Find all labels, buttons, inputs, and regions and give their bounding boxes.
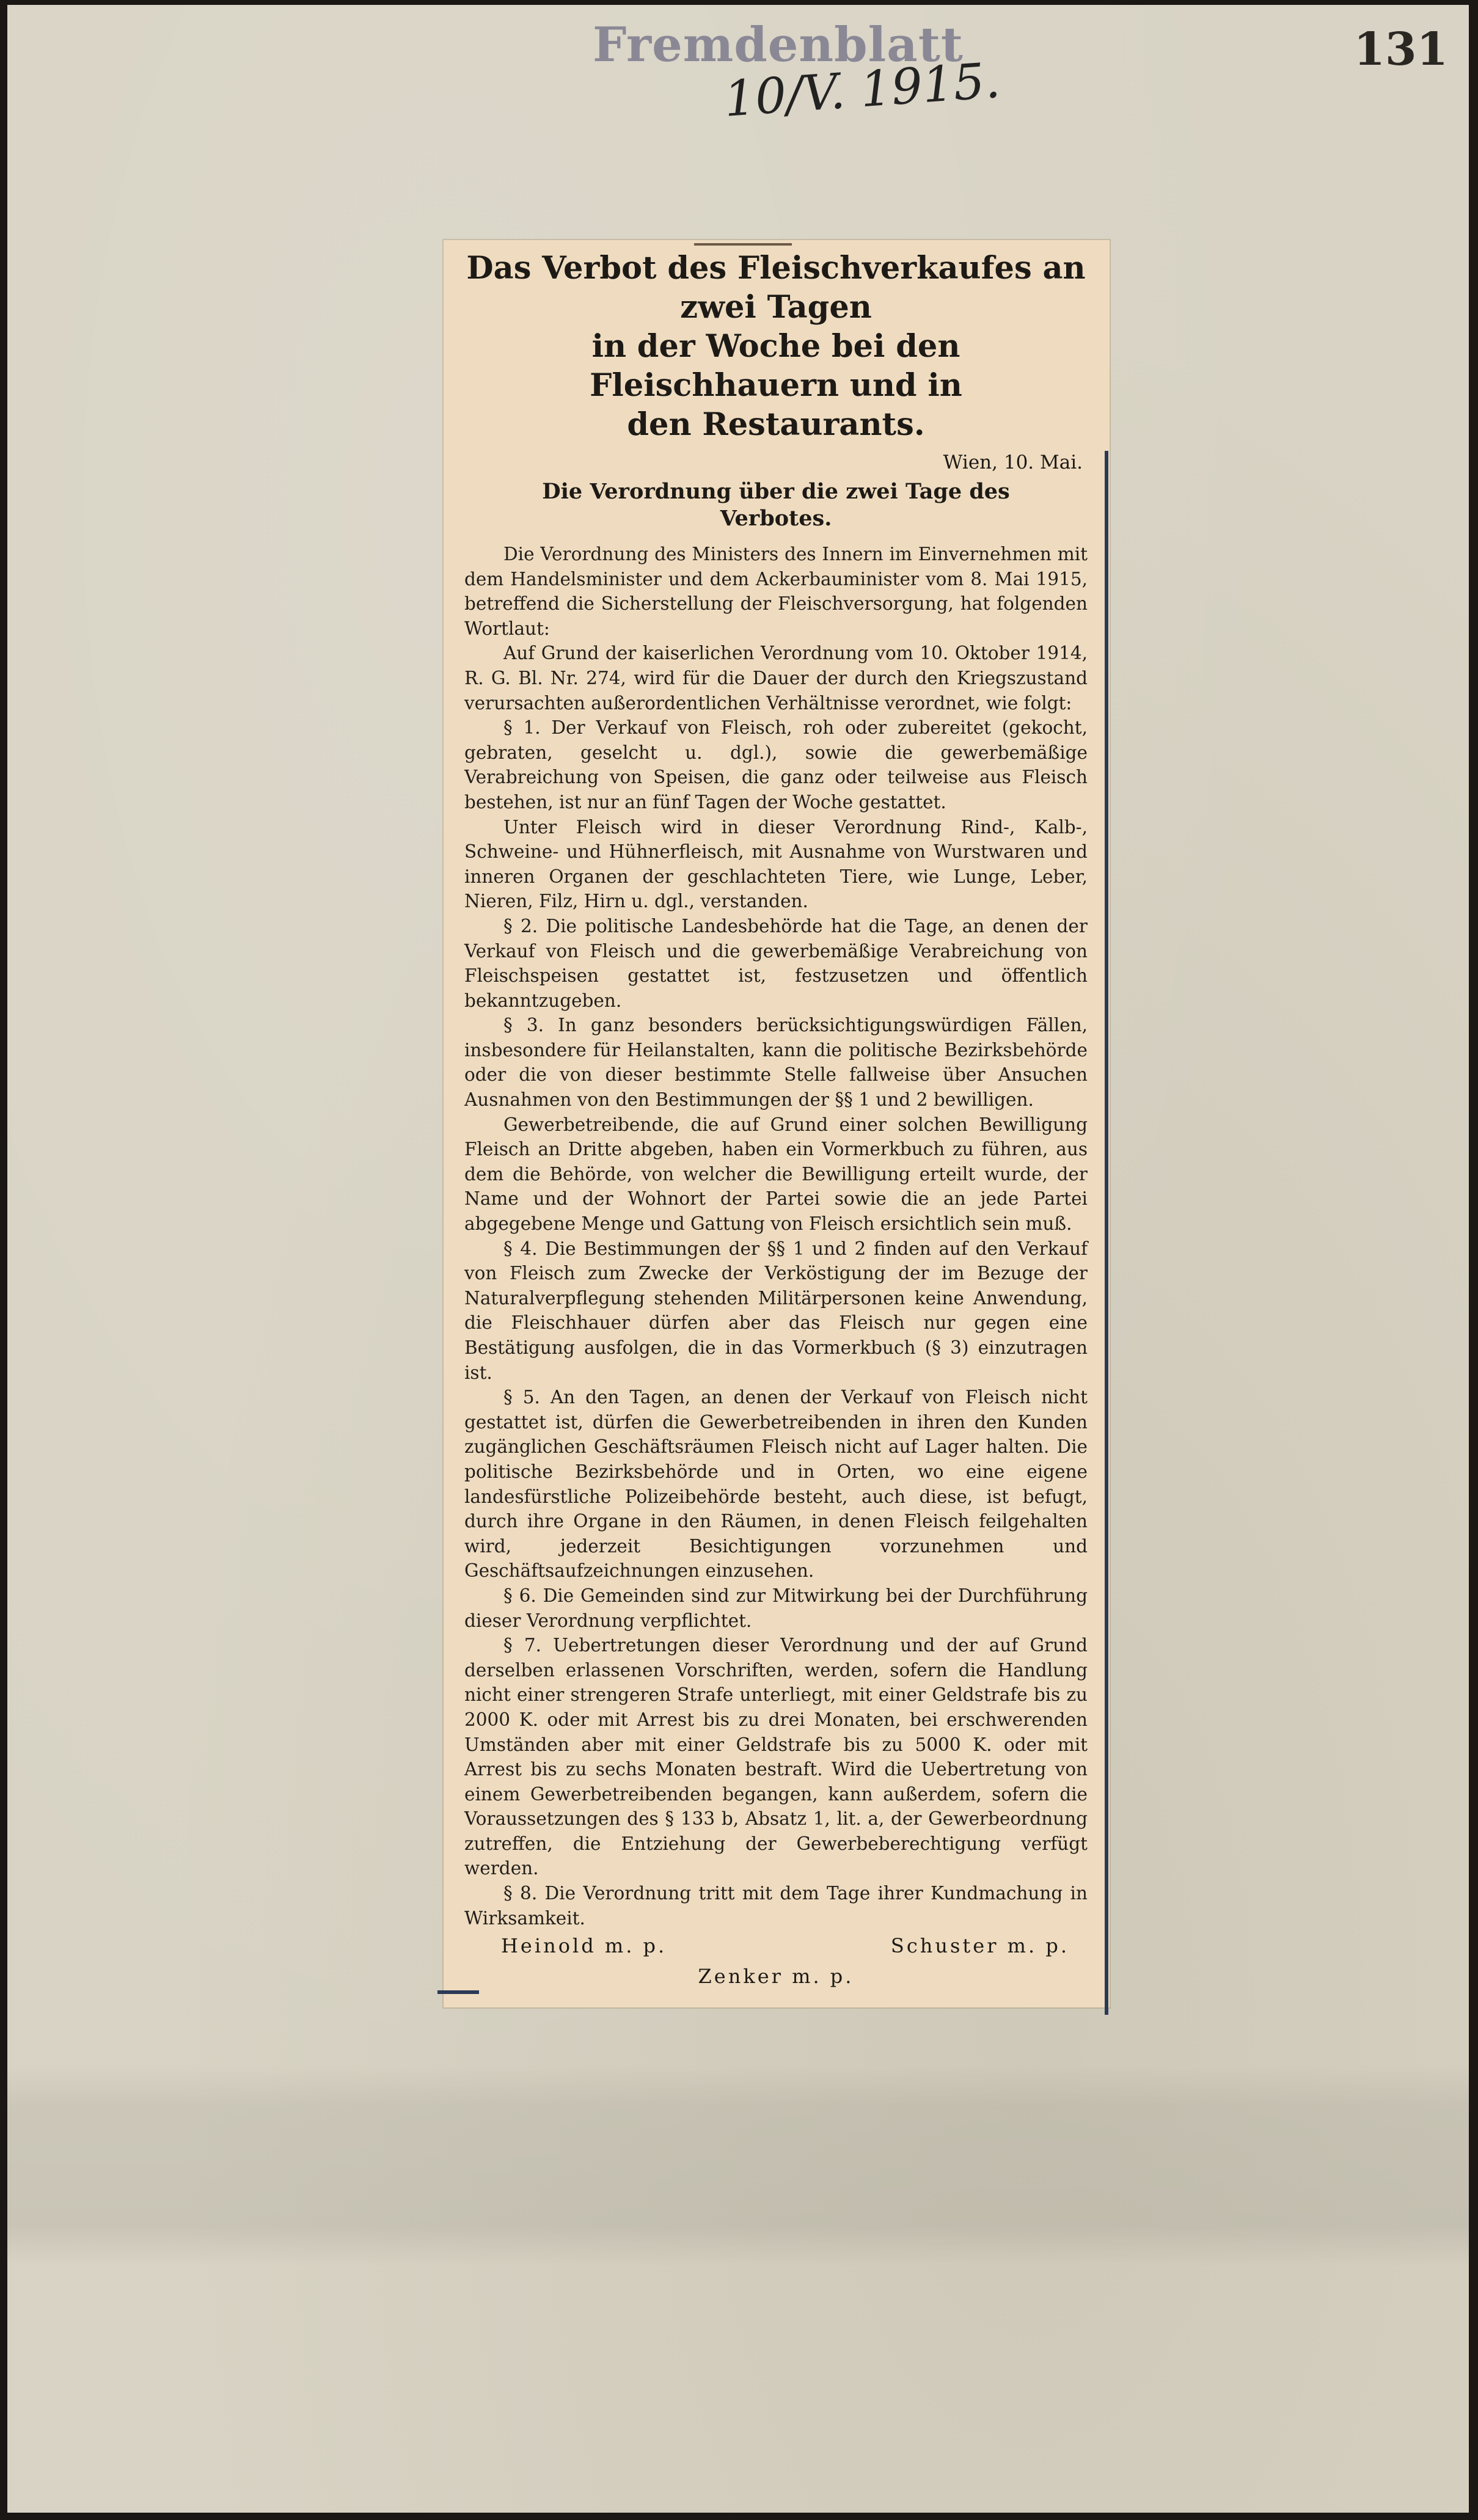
article-paragraph-section-1: § 1. Der Verkauf von Fleisch, roh oder zubereitet (gekocht, gebraten, geselcht u. dgl.), sowie die gewerbemäßige Verabreichung von Speisen, die ganz oder teilweise aus Fleisch bestehen, ist nur an fünf Tagen der Woche gestattet. bbox=[464, 717, 1088, 813]
article-subheading bbox=[464, 478, 1088, 532]
clipping-bottom-rule bbox=[437, 1990, 479, 1994]
signature-zenker: Zenker m. p. bbox=[698, 1965, 854, 1989]
clipping-top-rule bbox=[694, 243, 792, 246]
subheading-line: Verbotes. bbox=[720, 506, 832, 531]
signature-heinold: Heinold m. p. bbox=[501, 1934, 667, 1958]
signature-schuster: Schuster m. p. bbox=[890, 1934, 1069, 1958]
article-paragraph-section-3: § 3. In ganz besonders berücksichtigungswürdigen Fällen, insbesondere für Heilanstalten, kann die politische Bezirksbehörde oder die von dieser bestimmte Stelle fallweise über Ansuchen Ausnahmen von den Bestimmungen der §§ 1 und 2 bewilligen. bbox=[464, 1015, 1088, 1111]
article-paragraph-section-5: § 5. An den Tagen, an denen der Verkauf von Fleisch nicht gestattet ist, dürfen die Gewerbetreibenden in ihren den Kunden zugänglichen Geschäftsräumen Fleisch nicht auf Lager halten. Die politische Bezirksbehörde und in Orten, wo eine eigene landesfürstliche Polizeibehörde besteht, auch diese, ist befugt, durch ihre Organe in den Räumen, in denen Fleisch feilgehalten wird, jederzeit Besichtigungen vorzunehmen und Geschäftsaufzeichnungen einzusehen. bbox=[464, 1387, 1088, 1582]
article-dateline: Wien, 10. Mai. bbox=[943, 451, 1083, 473]
paper-fold-shadow bbox=[7, 2065, 1469, 2266]
article-paragraph-section-3-cont: Gewerbetreibende, die auf Grund einer solchen Bewilligung Fleisch an Dritte abgeben, haben ein Vormerkbuch zu führen, aus dem die Behörde, von welcher die Bewilligung erteilt wurde, der Name und der Wohnort der Partei sowie die an jede Partei abgegebene Menge und Gattung von Fleisch ersichtlich sein muß. bbox=[464, 1114, 1088, 1235]
newspaper-clipping bbox=[444, 240, 1110, 2007]
folio-number: 131 bbox=[1353, 23, 1448, 76]
article-paragraph-section-4: § 4. Die Bestimmungen der §§ 1 und 2 finden auf den Verkauf von Fleisch zum Zwecke der Verköstigung der im Bezuge der Naturalverpflegung stehenden Militärpersonen keine Anwendung, die Fleischhauer dürfen aber das Fleisch nur gegen eine Bestätigung ausfolgen, die in das Vormerkbuch (§ 3) einzutragen ist. bbox=[464, 1238, 1088, 1383]
article-paragraph-section-8: § 8. Die Verordnung tritt mit dem Tage ihrer Kundmachung in Wirksamkeit. bbox=[464, 1883, 1088, 1929]
article-paragraph-section-7: § 7. Uebertretungen dieser Verordnung und der auf Grund derselben erlassenen Vorschriften, werden, sofern die Handlung nicht einer strengeren Strafe unterliegt, mit einer Geldstrafe bis zu 2000 K. oder mit Arrest bis zu drei Monaten, bei erschwerenden Umständen aber mit einer Geldstrafe bis zu 5000 K. oder mit Arrest bis zu sechs Monaten bestraft. Wird die Uebertretung von einem Gewerbetreibenden begangen, kann außerdem, sofern die Voraussetzungen des § 133 b, Absatz 1, lit. a, der Gewerbeordnung zutreffen, die Entziehung der Gewerbeberechtigung verfügt werden. bbox=[464, 1635, 1088, 1879]
newspaper-stamp: Fremdenblatt bbox=[593, 17, 964, 73]
article-headline bbox=[464, 249, 1088, 444]
article-paragraph-preamble: Auf Grund der kaiserlichen Verordnung vom 10. Oktober 1914, R. G. Bl. Nr. 274, wird für die Dauer der durch den Kriegszustand verursachten außerordentlichen Verhältnisse verordnet, wie folgt: bbox=[464, 643, 1088, 714]
handwritten-date: 10/V. 1915. bbox=[722, 51, 1002, 128]
article-paragraph-section-6: § 6. Die Gemeinden sind zur Mitwirkung bei der Durchführung dieser Verordnung verpflichtet. bbox=[464, 1585, 1088, 1631]
headline-line: in der Woche bei den Fleischhauern und in bbox=[590, 328, 962, 404]
subheading-line: Die Verordnung über die zwei Tage des bbox=[542, 479, 1010, 504]
article-paragraph-section-2: § 2. Die politische Landesbehörde hat die Tage, an denen der Verkauf von Fleisch und die gewerbemäßige Verabreichung von Fleischspeisen gestattet ist, festzusetzen und öffentlich bekanntzugeben. bbox=[464, 915, 1088, 1011]
clipping-content bbox=[464, 249, 1088, 1988]
headline-line: Das Verbot des Fleischverkaufes an zwei Tagen bbox=[466, 250, 1086, 326]
clipping-column-rule bbox=[1105, 451, 1108, 2015]
article-paragraph-intro: Die Verordnung des Ministers des Innern im Einvernehmen mit dem Handelsminister und dem Ackerbauminister vom 8. Mai 1915, betreffend die Sicherstellung der Fleischversorgung, hat folgenden Wortlaut: bbox=[464, 544, 1088, 639]
headline-line: den Restaurants. bbox=[627, 406, 925, 443]
article-paragraph-definition: Unter Fleisch wird in dieser Verordnung Rind-, Kalb-, Schweine- und Hühnerfleisch, mit Ausnahme von Wurstwaren und inneren Organen der geschlachteten Tiere, wie Lunge, Leber, Nieren, Filz, Hirn u. dgl., verstanden. bbox=[464, 816, 1088, 912]
signature-row bbox=[464, 1934, 1088, 1961]
